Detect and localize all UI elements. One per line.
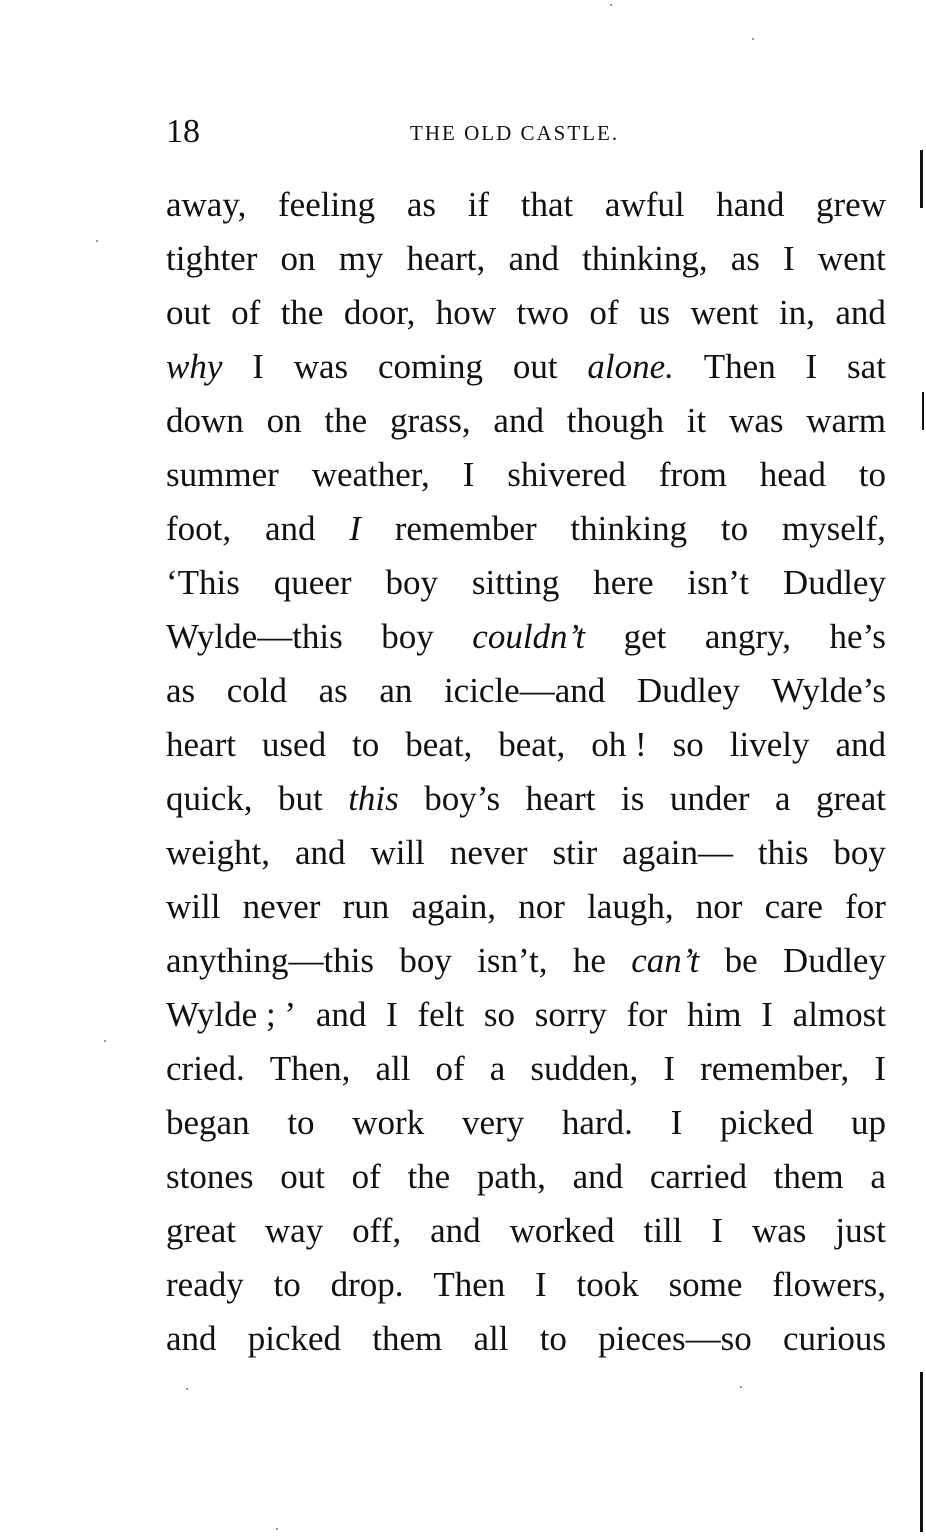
- word: icicle—and: [443, 671, 606, 710]
- word: two: [516, 293, 569, 332]
- word: though: [566, 401, 664, 440]
- word: some: [668, 1265, 743, 1304]
- word: I: [252, 347, 264, 386]
- scan-speck: [96, 240, 98, 242]
- word: and: [835, 725, 886, 764]
- word: out: [166, 293, 211, 332]
- word: will: [370, 833, 425, 872]
- word: cried.: [166, 1049, 245, 1088]
- word: weight,: [166, 833, 271, 872]
- body-text: [166, 178, 886, 1366]
- word: all: [375, 1049, 411, 1088]
- word: him: [687, 995, 742, 1034]
- word: anything—this: [166, 941, 375, 980]
- word: as: [166, 671, 196, 710]
- word: almost: [792, 995, 886, 1034]
- word: work: [352, 1103, 425, 1142]
- word: get: [623, 617, 667, 656]
- word: in,: [778, 293, 815, 332]
- scan-speck: [740, 1386, 742, 1388]
- word: and: [508, 239, 559, 278]
- word: went: [690, 293, 759, 332]
- word: Wylde ; ’: [166, 995, 297, 1034]
- page-number: 18: [166, 113, 200, 150]
- word: angry,: [704, 617, 792, 656]
- word: quick,: [166, 779, 253, 818]
- word: and: [264, 509, 316, 548]
- word: is: [620, 779, 645, 818]
- word: under: [669, 779, 750, 818]
- text-line: [166, 178, 886, 232]
- word: never: [449, 833, 528, 872]
- word: Dudley: [636, 671, 740, 710]
- word: picked: [719, 1103, 814, 1142]
- word: and: [835, 293, 886, 332]
- word: weather,: [311, 455, 430, 494]
- word: went: [817, 239, 886, 278]
- word: I: [663, 1049, 675, 1088]
- text-line: [166, 988, 886, 1042]
- word: curious: [782, 1319, 886, 1358]
- word: again—: [622, 833, 733, 872]
- word: laugh,: [587, 887, 674, 926]
- word: door,: [343, 293, 416, 332]
- word: I: [462, 455, 475, 494]
- word: run: [342, 887, 390, 926]
- word: sat: [847, 347, 886, 386]
- word: hard.: [561, 1103, 633, 1142]
- word: of: [435, 1049, 465, 1088]
- text-line: [166, 1096, 886, 1150]
- text-line: [166, 1150, 886, 1204]
- word: just: [835, 1211, 886, 1250]
- word: of: [351, 1157, 381, 1196]
- scan-speck: [186, 1388, 188, 1390]
- text-line: [166, 394, 886, 448]
- scan-speck: [104, 1040, 106, 1042]
- text-line: [166, 502, 886, 556]
- word: Wylde’s: [771, 671, 886, 710]
- word: tighter: [166, 239, 258, 278]
- word: again,: [411, 887, 496, 926]
- scan-speck: [752, 38, 754, 40]
- word: I: [805, 347, 818, 386]
- word: Then: [703, 347, 776, 386]
- word: to: [352, 725, 380, 764]
- text-line: [166, 1204, 886, 1258]
- word: care: [764, 887, 823, 926]
- word: remember: [394, 509, 537, 548]
- scan-edge-mark-top: [920, 150, 923, 208]
- word: beat,: [498, 725, 566, 764]
- word: so: [483, 995, 516, 1034]
- word: out: [280, 1157, 325, 1196]
- word: as: [730, 239, 760, 278]
- word: worked: [509, 1211, 615, 1250]
- word: never: [242, 887, 321, 926]
- word: sitting: [471, 563, 560, 602]
- word: began: [166, 1103, 250, 1142]
- word: ready: [166, 1265, 244, 1304]
- text-line: [166, 448, 886, 502]
- word: on: [280, 239, 316, 278]
- word: the: [407, 1157, 451, 1196]
- text-line: [166, 1312, 886, 1366]
- word: and: [572, 1157, 624, 1196]
- word: warm: [806, 401, 886, 440]
- word: awful: [604, 185, 685, 224]
- word: isn’t: [687, 563, 750, 602]
- word: them: [773, 1157, 844, 1196]
- word: foot,: [166, 509, 232, 548]
- text-line: [166, 826, 886, 880]
- word: way: [264, 1211, 324, 1250]
- text-line: [166, 610, 886, 664]
- word: he: [572, 941, 606, 980]
- word: my: [338, 239, 384, 278]
- word: boy: [399, 941, 452, 980]
- word: he’s: [829, 617, 886, 656]
- word: I: [386, 995, 398, 1034]
- word: all: [473, 1319, 509, 1358]
- word: picked: [247, 1319, 342, 1358]
- word: path,: [476, 1157, 546, 1196]
- word: Wylde—this: [166, 617, 343, 656]
- word: but: [277, 779, 323, 818]
- word: of: [589, 293, 619, 332]
- word: down: [166, 401, 244, 440]
- word: grew: [816, 185, 886, 224]
- word: be: [724, 941, 758, 980]
- word: as: [318, 671, 348, 710]
- word: boy: [833, 833, 886, 872]
- word: nor: [695, 887, 743, 926]
- text-line: [166, 664, 886, 718]
- word: hand: [716, 185, 785, 224]
- scan-edge-mark-mid: [922, 392, 924, 430]
- scan-speck: [610, 4, 612, 6]
- word: was: [293, 347, 349, 386]
- word: took: [576, 1265, 639, 1304]
- word: us: [638, 293, 671, 332]
- word: and: [493, 401, 544, 440]
- word: was: [751, 1211, 807, 1250]
- italic-word: couldn’t: [472, 617, 586, 656]
- text-line: [166, 1258, 886, 1312]
- word: ‘This: [166, 563, 240, 602]
- word: sudden,: [530, 1049, 639, 1088]
- word: to: [287, 1103, 315, 1142]
- word: felt: [417, 995, 465, 1034]
- word: as: [406, 185, 437, 224]
- word: here: [593, 563, 654, 602]
- word: stir: [552, 833, 598, 872]
- italic-word: why: [166, 347, 223, 386]
- word: a: [870, 1157, 886, 1196]
- text-line: [166, 340, 886, 394]
- word: from: [658, 455, 727, 494]
- word: on: [266, 401, 302, 440]
- word: carried: [649, 1157, 747, 1196]
- word: coming: [378, 347, 483, 386]
- word: and: [315, 995, 367, 1034]
- word: isn’t,: [477, 941, 548, 980]
- word: them: [372, 1319, 443, 1358]
- word: boy: [381, 617, 434, 656]
- word: shivered: [507, 455, 626, 494]
- word: nor: [518, 887, 565, 926]
- word: lively: [729, 725, 810, 764]
- text-line: [166, 934, 886, 988]
- word: off,: [352, 1211, 402, 1250]
- italic-word: can’t: [631, 941, 700, 980]
- text-line: [166, 718, 886, 772]
- word: heart: [525, 779, 596, 818]
- running-head-title: THE OLD CASTLE.: [410, 121, 620, 145]
- word: boy: [385, 563, 438, 602]
- word: Then: [433, 1265, 506, 1304]
- word: heart,: [406, 239, 486, 278]
- word: great: [816, 779, 886, 818]
- word: and: [166, 1319, 217, 1358]
- italic-word: I: [349, 509, 361, 548]
- text-line: [166, 232, 886, 286]
- word: beat,: [405, 725, 473, 764]
- word: summer: [166, 455, 279, 494]
- word: Dudley: [782, 563, 886, 602]
- word: a: [489, 1049, 506, 1088]
- text-line: [166, 772, 886, 826]
- word: for: [845, 887, 886, 926]
- word: till: [643, 1211, 683, 1250]
- italic-word: alone.: [587, 347, 674, 386]
- word: thinking: [570, 509, 688, 548]
- word: queer: [273, 563, 352, 602]
- word: drop.: [330, 1265, 404, 1304]
- word: up: [851, 1103, 886, 1142]
- word: pieces—so: [598, 1319, 752, 1358]
- word: to: [273, 1265, 301, 1304]
- word: heart: [166, 725, 236, 764]
- scan-speck: [276, 1528, 278, 1530]
- word: I: [761, 995, 773, 1034]
- word: for: [626, 995, 668, 1034]
- word: remember,: [700, 1049, 850, 1088]
- word: an: [379, 671, 413, 710]
- word: I: [874, 1049, 886, 1088]
- word: oh !: [591, 725, 647, 764]
- word: great: [166, 1211, 236, 1250]
- word: out: [512, 347, 558, 386]
- word: stones: [166, 1157, 254, 1196]
- word: it: [686, 401, 707, 440]
- word: was: [729, 401, 784, 440]
- text-line: [166, 1042, 886, 1096]
- word: I: [670, 1103, 683, 1142]
- text-line: [166, 286, 886, 340]
- word: if: [467, 185, 490, 224]
- word: away,: [166, 185, 247, 224]
- word: sorry: [534, 995, 607, 1034]
- word: will: [166, 887, 221, 926]
- word: thinking,: [582, 239, 708, 278]
- word: that: [520, 185, 574, 224]
- word: flowers,: [772, 1265, 886, 1304]
- scan-edge-mark-bottom: [920, 1372, 923, 1532]
- word: feeling: [278, 185, 376, 224]
- word: to: [858, 455, 886, 494]
- word: myself,: [781, 509, 886, 548]
- word: how: [435, 293, 497, 332]
- word: used: [261, 725, 327, 764]
- word: this: [757, 833, 809, 872]
- word: to: [720, 509, 749, 548]
- text-line: [166, 880, 886, 934]
- word: to: [539, 1319, 567, 1358]
- word: I: [711, 1211, 723, 1250]
- word: so: [672, 725, 704, 764]
- word: Dudley: [782, 941, 886, 980]
- word: and: [430, 1211, 481, 1250]
- word: the: [324, 401, 368, 440]
- word: Then,: [269, 1049, 351, 1088]
- word: grass,: [389, 401, 471, 440]
- word: and: [294, 833, 346, 872]
- word: head: [759, 455, 826, 494]
- word: I: [783, 239, 795, 278]
- text-line: [166, 556, 886, 610]
- word: boy’s: [424, 779, 501, 818]
- word: a: [774, 779, 791, 818]
- word: I: [535, 1265, 547, 1304]
- word: very: [461, 1103, 525, 1142]
- word: cold: [226, 671, 287, 710]
- word: the: [280, 293, 324, 332]
- word: of: [231, 293, 261, 332]
- italic-word: this: [348, 779, 399, 818]
